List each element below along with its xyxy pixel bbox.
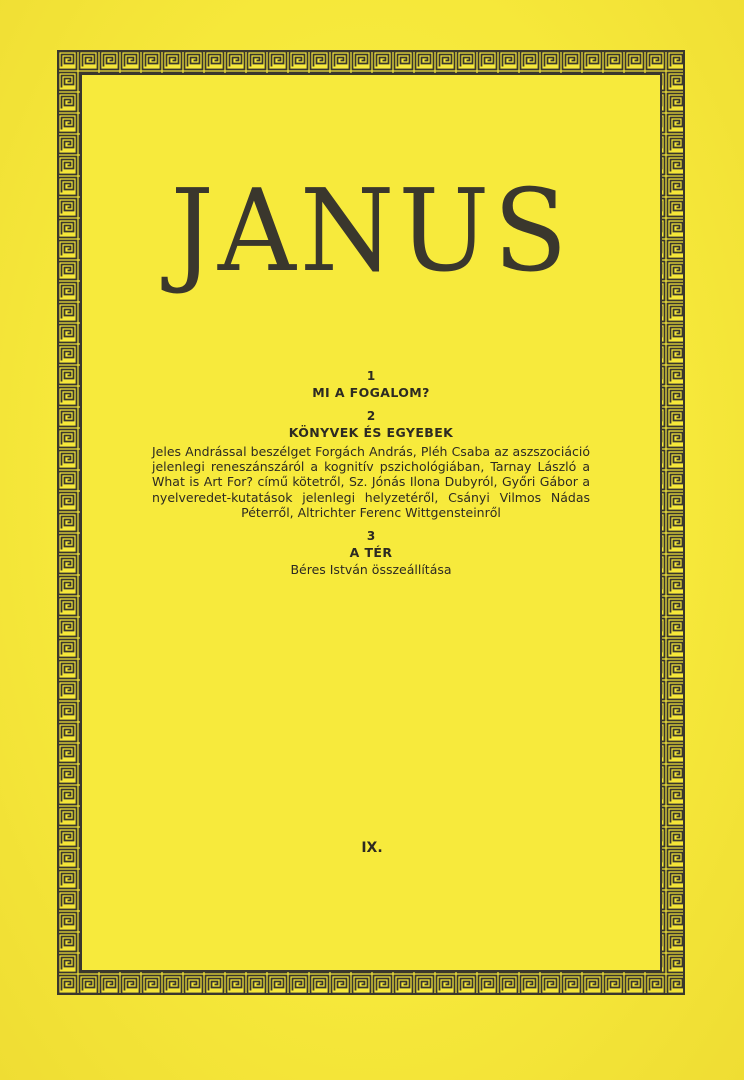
section-description: Jeles Andrással beszélget Forgách András, Pléh Csaba az aszszociáció jelenlegi reneszánszáról a kognitív pszichológiában, Tarnay László a What is Art For? című kötetről, Sz. Jónás Ilona Dubyról, Győri Gábor a nyelveredet-kutatások jelenlegi helyzetéről, Csányi Vilmos Nádas Péterről, Altrichter Ferenc Wittgensteinről [152, 444, 590, 520]
section-2 [100, 408, 642, 520]
volume-number: IX. [361, 840, 383, 856]
section-1 [100, 368, 642, 402]
section-subtitle: Béres István összeállítása [290, 562, 452, 578]
journal-title: JANUS [170, 165, 572, 298]
section-heading: A TÉR [349, 545, 393, 561]
section-number: 2 [366, 409, 376, 423]
section-heading: KÖNYVEK ÉS EGYEBEK [288, 425, 454, 440]
cover-content [100, 110, 642, 578]
section-number: 1 [366, 369, 376, 383]
section-heading: MI A FOGALOM? [312, 385, 430, 400]
section-number: 3 [366, 529, 376, 544]
section-3 [100, 528, 642, 578]
